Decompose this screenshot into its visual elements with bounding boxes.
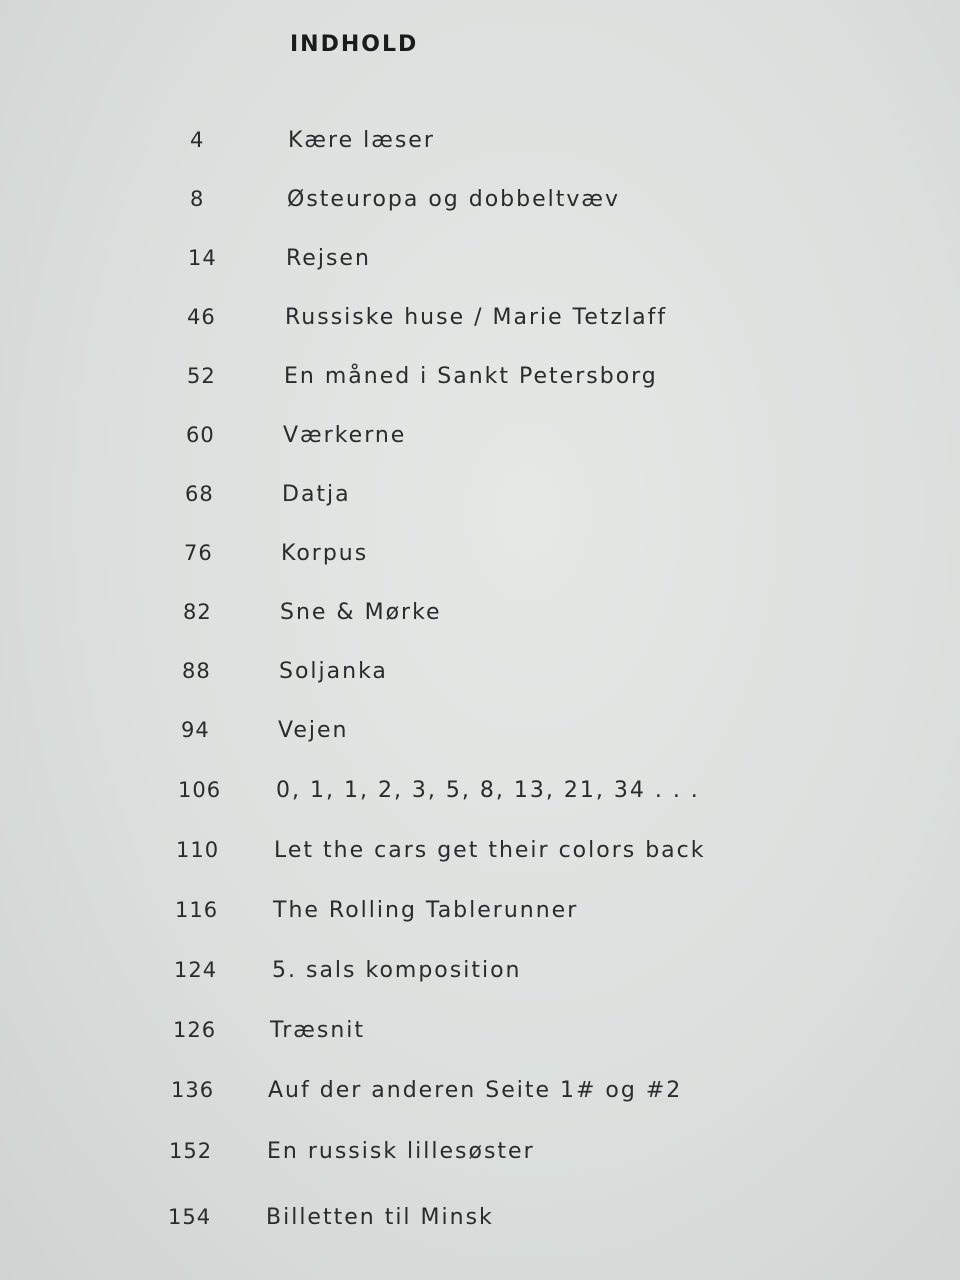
toc-entry <box>174 958 814 988</box>
toc-entry-title: 0, 1, 1, 2, 3, 5, 8, 13, 21, 34 . . . <box>276 778 700 803</box>
toc-entry-title: Let the cars get their colors back <box>274 838 706 863</box>
toc-page-number: 82 <box>183 600 212 624</box>
toc-page-number: 110 <box>176 838 220 862</box>
toc-entry-title: Kære læser <box>288 128 435 153</box>
toc-entry-title: Sne & Mørke <box>280 600 442 625</box>
toc-entry-title: Billetten til Minsk <box>266 1205 494 1230</box>
toc-entry <box>182 659 822 689</box>
toc-page-number: 14 <box>188 246 217 270</box>
toc-entry <box>187 305 827 335</box>
toc-entry <box>186 423 826 453</box>
toc-entry <box>183 600 823 630</box>
toc-page-number: 124 <box>174 958 218 982</box>
toc-page-number: 68 <box>185 482 214 506</box>
toc-page-number: 106 <box>178 778 222 802</box>
toc-page-number: 60 <box>186 423 215 447</box>
toc-entry <box>185 482 825 512</box>
toc-page-number: 154 <box>168 1205 212 1229</box>
toc-entry <box>173 1018 813 1048</box>
toc-page-number: 88 <box>182 659 211 683</box>
toc-entry <box>176 838 816 868</box>
toc-entry <box>184 541 824 571</box>
toc-page-number: 76 <box>184 541 213 565</box>
toc-entry-title: Rejsen <box>286 246 371 271</box>
toc-entry <box>190 187 830 217</box>
toc-entry <box>169 1139 809 1169</box>
toc-page-number: 152 <box>169 1139 213 1163</box>
toc-page-number: 94 <box>181 718 210 742</box>
toc-entry-title: Datja <box>282 482 351 507</box>
toc-entry <box>171 1078 811 1108</box>
toc-entry-title: Korpus <box>281 541 369 566</box>
toc-entry-title: Østeuropa og dobbeltvæv <box>287 187 621 212</box>
toc-page-number: 126 <box>173 1018 217 1042</box>
toc-entry-title: Vejen <box>278 718 349 743</box>
toc-page-number: 46 <box>187 305 216 329</box>
toc-entry-title: 5. sals komposition <box>272 958 522 983</box>
toc-entry <box>168 1205 808 1235</box>
toc-entry-title: En måned i Sankt Petersborg <box>284 364 658 389</box>
toc-entry <box>178 778 818 808</box>
toc-entry-title: The Rolling Tablerunner <box>273 898 579 923</box>
toc-entry-title: Auf der anderen Seite 1# og #2 <box>268 1078 683 1103</box>
toc-entry <box>175 898 815 928</box>
page-title: INDHOLD <box>290 32 419 57</box>
toc-entry-title: Soljanka <box>279 659 388 684</box>
toc-page-number: 136 <box>171 1078 215 1102</box>
toc-entry-title: En russisk lillesøster <box>267 1139 535 1164</box>
toc-page-number: 52 <box>187 364 216 388</box>
toc-page-number: 8 <box>190 187 205 211</box>
toc-entry-title: Træsnit <box>270 1018 365 1043</box>
toc-entry-title: Værkerne <box>283 423 407 448</box>
toc-entry <box>190 128 830 158</box>
toc-page-number: 4 <box>190 128 205 152</box>
toc-entry <box>187 364 827 394</box>
toc-page-number: 116 <box>175 898 219 922</box>
toc-entry <box>181 718 821 748</box>
toc-entry-title: Russiske huse / Marie Tetzlaff <box>285 305 668 330</box>
toc-entry <box>188 246 828 276</box>
